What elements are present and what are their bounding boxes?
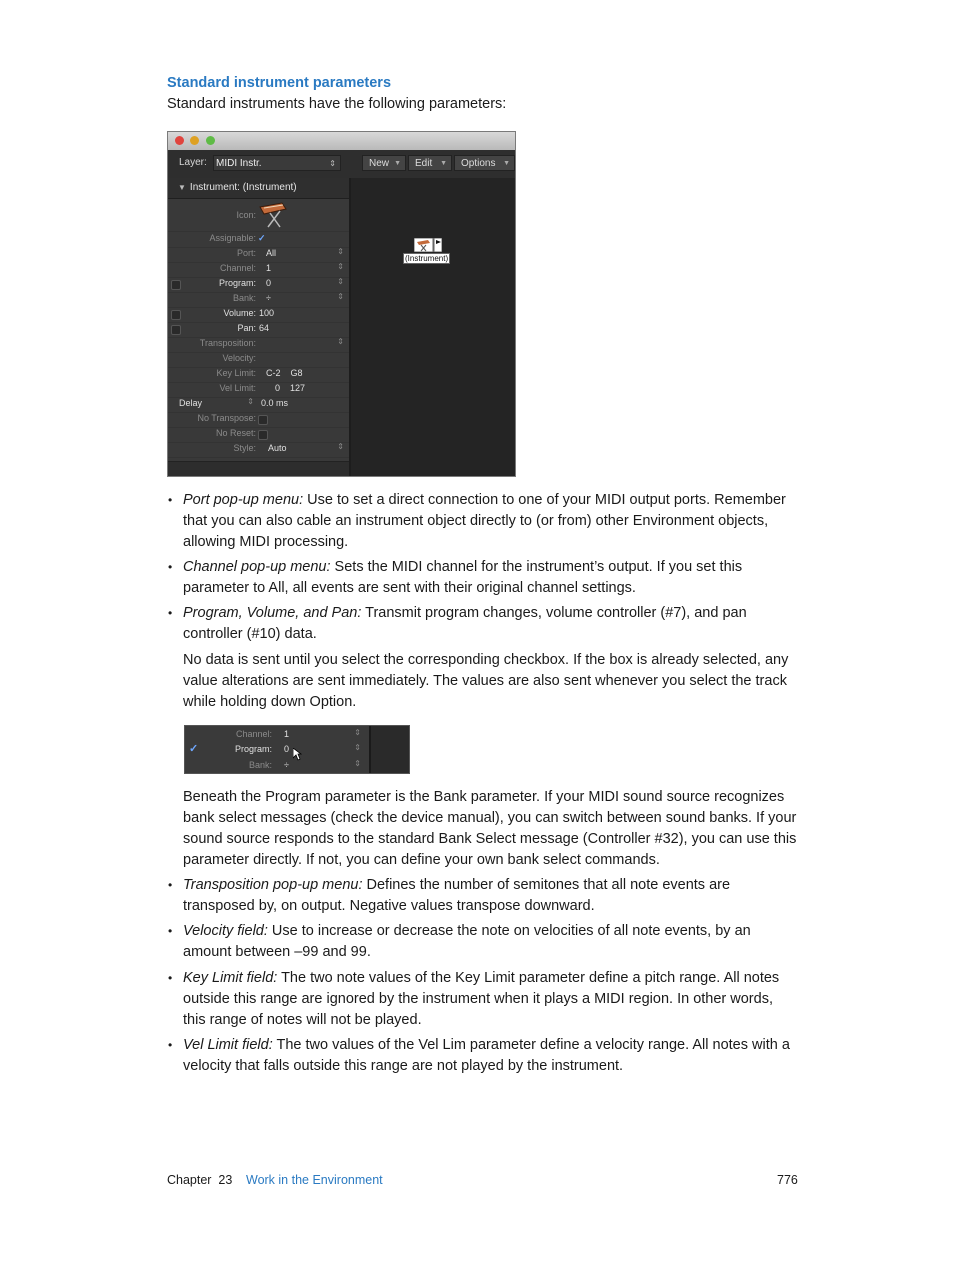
window-titlebar (168, 132, 515, 150)
param-label: Vel Limit: (219, 383, 256, 393)
new-menu-label: New (369, 158, 390, 169)
bullet-dot: • (168, 971, 173, 985)
bullet-text: The two values of the Vel Lim parameter define a velocity range. All notes with a velocity that falls outside this range are not played by the instrument. (183, 1037, 790, 1074)
param-label: Velocity: (222, 353, 256, 363)
param-label: Bank: (232, 293, 256, 303)
volume-value: 100 (259, 308, 275, 318)
param-row-port[interactable] (168, 247, 349, 263)
bullet-transposition (183, 875, 799, 917)
delay-value: 0.0 ms (261, 398, 289, 408)
stepper-icon[interactable]: ⇕ (354, 743, 361, 752)
param-row-vel-limit[interactable] (168, 382, 349, 398)
bullet-channel (183, 557, 799, 599)
bullet-vel-limit (183, 1035, 799, 1077)
param-row-icon (168, 199, 349, 232)
bullet-term: Program, Volume, and Pan: (183, 605, 362, 621)
bullet-text: Transmit program changes, volume controller (#7), and pan controller (#10) data. (183, 605, 747, 642)
bullet-key-limit (183, 968, 799, 1031)
keyboard-instrument-icon[interactable] (258, 201, 288, 229)
param-label: Transposition: (199, 338, 256, 348)
bullet-dot: • (168, 878, 173, 892)
vel-limit-value: 0 127 (275, 383, 306, 393)
delay-popup[interactable]: Delay (179, 398, 203, 408)
footer-chapter: Chapter 23 (167, 1173, 233, 1187)
program-value: 0 (284, 744, 290, 754)
chevron-updown-icon: ⇕ (329, 159, 336, 168)
bullet-term: Port pop-up menu: (183, 492, 304, 508)
new-menu-button[interactable] (362, 155, 406, 171)
inspector-bottom-bar (168, 461, 349, 477)
footer-page-number: 776 (777, 1173, 798, 1187)
zoom-icon[interactable] (206, 136, 215, 145)
param-row-key-limit[interactable] (168, 367, 349, 383)
options-menu-label: Options (461, 158, 496, 169)
layer-label: Layer: (179, 157, 207, 168)
stepper-icon[interactable]: ⇕ (247, 397, 254, 406)
bullet-term: Key Limit field: (183, 970, 278, 986)
pan-value: 64 (259, 323, 270, 333)
close-icon[interactable] (175, 136, 184, 145)
param-row-volume[interactable] (168, 307, 349, 323)
chevron-down-icon: ▼ (503, 160, 510, 167)
assignable-checkbox[interactable]: ✓ (258, 233, 266, 243)
bullet-text: The two note values of the Key Limit parameter define a pitch range. All notes outside this range are ignored by the instrument when it plays a MIDI region. In other words, this range of notes will not be played. (183, 970, 780, 1028)
param-row-no-transpose[interactable] (168, 412, 349, 428)
bullet-term: Channel pop-up menu: (183, 559, 331, 575)
instrument-object-icon[interactable] (414, 238, 442, 252)
stepper-icon[interactable]: ⇕ (337, 262, 344, 271)
instrument-object-label[interactable]: (Instrument) (405, 254, 449, 263)
stepper-icon[interactable]: ⇕ (337, 247, 344, 256)
layer-value: MIDI Instr. (216, 158, 262, 169)
bullet-term: Vel Limit field: (183, 1037, 273, 1053)
window-toolbar (168, 150, 515, 179)
param-label: Channel: (235, 729, 272, 739)
bullet-velocity (183, 921, 799, 963)
param-label: Key Limit: (216, 368, 256, 378)
param-label: Assignable: (209, 233, 256, 243)
chevron-down-icon: ▼ (440, 160, 447, 167)
inspector-title: Instrument: (Instrument) (189, 182, 297, 193)
key-limit-value: C-2 G8 (266, 368, 303, 378)
edit-menu-label: Edit (415, 158, 433, 169)
paragraph-bank: Beneath the Program parameter is the Bank parameter. If your MIDI sound source recognizes bank select messages (check the device manual), you can switch between sound banks. If your sound source responds to the standard Bank Select message (Controller #32), you can use this parameter directly. If not, you can define your own bank select commands. (183, 789, 797, 868)
bullet-dot: • (168, 493, 173, 507)
bullet-text: Sets the MIDI channel for the instrument’s output. If you set this parameter to All, all events are sent with their original channel settings. (183, 559, 743, 596)
stepper-icon[interactable]: ⇕ (354, 728, 361, 737)
bullet-dot: • (168, 606, 173, 620)
param-row-style[interactable] (168, 442, 349, 458)
port-value: All (266, 248, 277, 258)
minimize-icon[interactable] (190, 136, 199, 145)
param-label: No Transpose: (197, 413, 256, 423)
bullet-text: Defines the number of semitones that all note events are transposed by, on output. Negative values transpose downward. (183, 877, 731, 914)
style-value: Auto (268, 443, 287, 453)
options-menu-button[interactable] (454, 155, 515, 171)
footer-chapter-title-link[interactable]: Work in the Environment (246, 1173, 383, 1187)
param-row-bank[interactable] (168, 292, 349, 308)
bullet-term: Transposition pop-up menu: (183, 877, 363, 893)
param-label: Style: (233, 443, 256, 453)
no-transpose-checkbox[interactable] (258, 415, 268, 425)
volume-checkbox[interactable] (171, 310, 181, 320)
disclosure-triangle-icon[interactable]: ▼ (178, 183, 186, 192)
section-heading: Standard instrument parameters (167, 75, 392, 91)
param-row-delay[interactable] (168, 397, 349, 413)
param-label: Icon: (236, 210, 256, 220)
param-row-transposition[interactable] (168, 337, 349, 353)
channel-value: 1 (266, 263, 272, 273)
inspector-header[interactable] (168, 178, 349, 199)
param-row-velocity[interactable] (168, 352, 349, 368)
edit-menu-button[interactable] (408, 155, 452, 171)
environment-canvas[interactable] (351, 178, 516, 477)
bullet-text: Use to set a direct connection to one of your MIDI output ports. Remember that you can also cable an instrument object directly to (or from) other Environment objects, allowing MIDI processing. (183, 492, 786, 550)
param-label: Port: (236, 248, 256, 258)
param-row-pan[interactable] (168, 322, 349, 338)
param-row-channel[interactable] (168, 262, 349, 278)
chevron-down-icon: ▼ (394, 160, 401, 167)
bank-value: ÷ (266, 293, 271, 303)
pan-checkbox[interactable] (171, 325, 181, 335)
param-label: Bank: (248, 760, 272, 770)
environment-window-screenshot (167, 131, 516, 477)
bullet-text: Use to increase or decrease the note on velocities of all note events, by an amount between –99 and 99. (183, 923, 751, 960)
param-label: Program: (218, 278, 256, 288)
stepper-icon[interactable]: ⇕ (337, 277, 344, 286)
program-value: 0 (266, 278, 272, 288)
paragraph-checkbox-note: No data is sent until you select the corresponding checkbox. If the box is already selected, any value alterations are sent immediately. The values are also sent whenever you select the track while holding down Option. (183, 652, 789, 710)
param-row-assignable (168, 232, 349, 248)
channel-value: 1 (284, 729, 290, 739)
param-label: Program: (234, 744, 272, 754)
param-row-no-reset[interactable] (168, 427, 349, 443)
layer-popup[interactable] (213, 155, 341, 171)
bullet-port (183, 490, 799, 553)
param-label: Channel: (219, 263, 256, 273)
snippet-channel-row[interactable] (185, 727, 367, 742)
bullet-term: Velocity field: (183, 923, 268, 939)
bullet-dot: • (168, 924, 173, 938)
bullet-dot: • (168, 560, 173, 574)
stepper-icon[interactable]: ⇕ (354, 759, 361, 768)
stepper-icon[interactable]: ⇕ (337, 292, 344, 301)
snippet-bank-row[interactable] (185, 758, 367, 773)
bullet-program-volume-pan (183, 603, 799, 645)
intro-text: Standard instruments have the following parameters: (167, 96, 507, 112)
param-label: Volume: (223, 308, 256, 318)
program-checkbox-screenshot (184, 725, 410, 774)
checkmark-icon[interactable]: ✓ (189, 743, 199, 755)
snippet-program-row[interactable] (185, 742, 367, 757)
snippet-canvas (369, 726, 410, 774)
param-label: Pan: (237, 323, 256, 333)
param-row-program[interactable] (168, 277, 349, 293)
bank-value: ÷ (284, 760, 289, 770)
stepper-icon[interactable]: ⇕ (337, 442, 344, 451)
inspector-panel (168, 178, 351, 477)
param-label: No Reset: (215, 428, 256, 438)
program-checkbox[interactable] (171, 280, 181, 290)
no-reset-checkbox[interactable] (258, 430, 268, 440)
bullet-dot: • (168, 1038, 173, 1052)
stepper-icon[interactable]: ⇕ (337, 337, 344, 346)
